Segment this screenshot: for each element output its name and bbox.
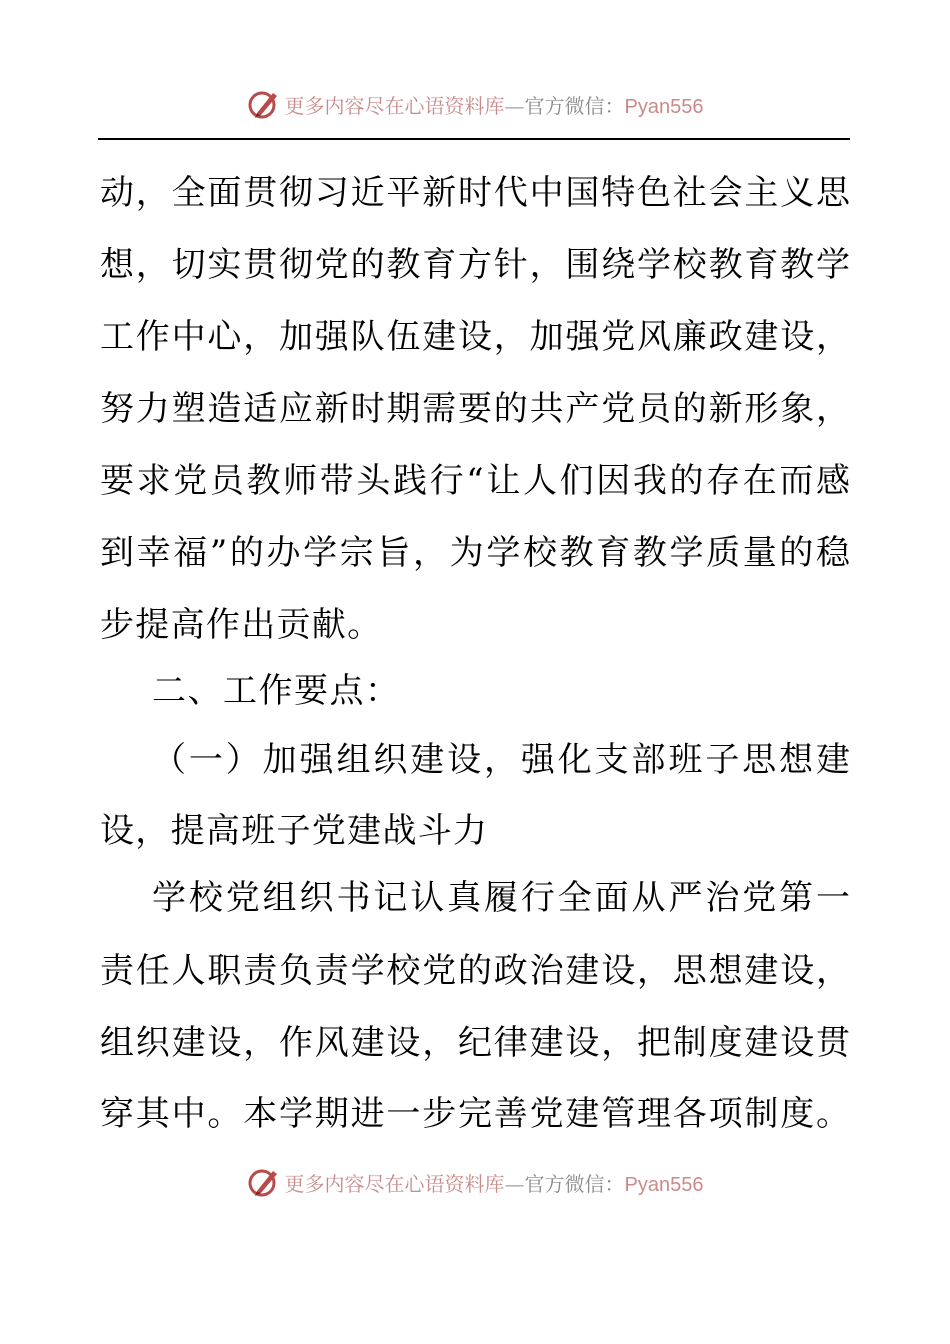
footer-official-label: 官方微信： (524, 1171, 625, 1196)
header-divider (98, 138, 850, 140)
subsection-heading-line-1: （一）加强组织建设，强化支部班子思想建 (152, 740, 850, 780)
body-line-6: 到幸福”的办学宗旨，为学校教育教学质量的稳 (100, 533, 850, 573)
paragraph-line-4: 穿其中。本学期进一步完善党建管理各项制度。 (100, 1094, 850, 1134)
paragraph-line-2: 责任人职责负责学校党的政治建设，思想建设， (100, 951, 850, 991)
pen-logo-icon (247, 87, 281, 121)
footer-brand-text: 更多内容尽在心语资料库 (284, 1171, 505, 1196)
paragraph-line-3: 组织建设，作风建设，纪律建设，把制度建设贯 (100, 1023, 850, 1063)
subsection-heading-line-2: 设，提高班子党建战斗力 (100, 811, 489, 851)
body-line-4: 努力塑造适应新时期需要的共产党员的新形象， (100, 389, 850, 429)
body-line-1: 动，全面贯彻习近平新时代中国特色社会主义思 (100, 173, 850, 213)
body-line-3: 工作中心，加强队伍建设，加强党风廉政建设， (100, 317, 850, 357)
paragraph-line-1: 学校党组织书记认真履行全面从严治党第一 (152, 878, 850, 918)
footer-watermark-banner (0, 1162, 950, 1202)
header-wechat-id: Pyan556 (624, 95, 704, 118)
body-line-5: 要求党员教师带头践行“让人们因我的存在而感 (100, 461, 850, 501)
body-line-7: 步提高作出贡献。 (100, 605, 383, 645)
header-brand-text: 更多内容尽在心语资料库 (284, 93, 505, 118)
header-watermark-text (285, 90, 704, 119)
footer-watermark-text (285, 1168, 704, 1197)
section-heading: 二、工作要点： (152, 671, 401, 711)
footer-wechat-id: Pyan556 (624, 1173, 704, 1196)
footer-dash: — (504, 1171, 525, 1196)
header-watermark-banner (0, 84, 950, 124)
pen-logo-icon (247, 1165, 281, 1199)
body-line-2: 想，切实贯彻党的教育方针，围绕学校教育教学 (100, 245, 850, 285)
header-dash: — (504, 93, 525, 118)
header-official-label: 官方微信： (524, 93, 625, 118)
